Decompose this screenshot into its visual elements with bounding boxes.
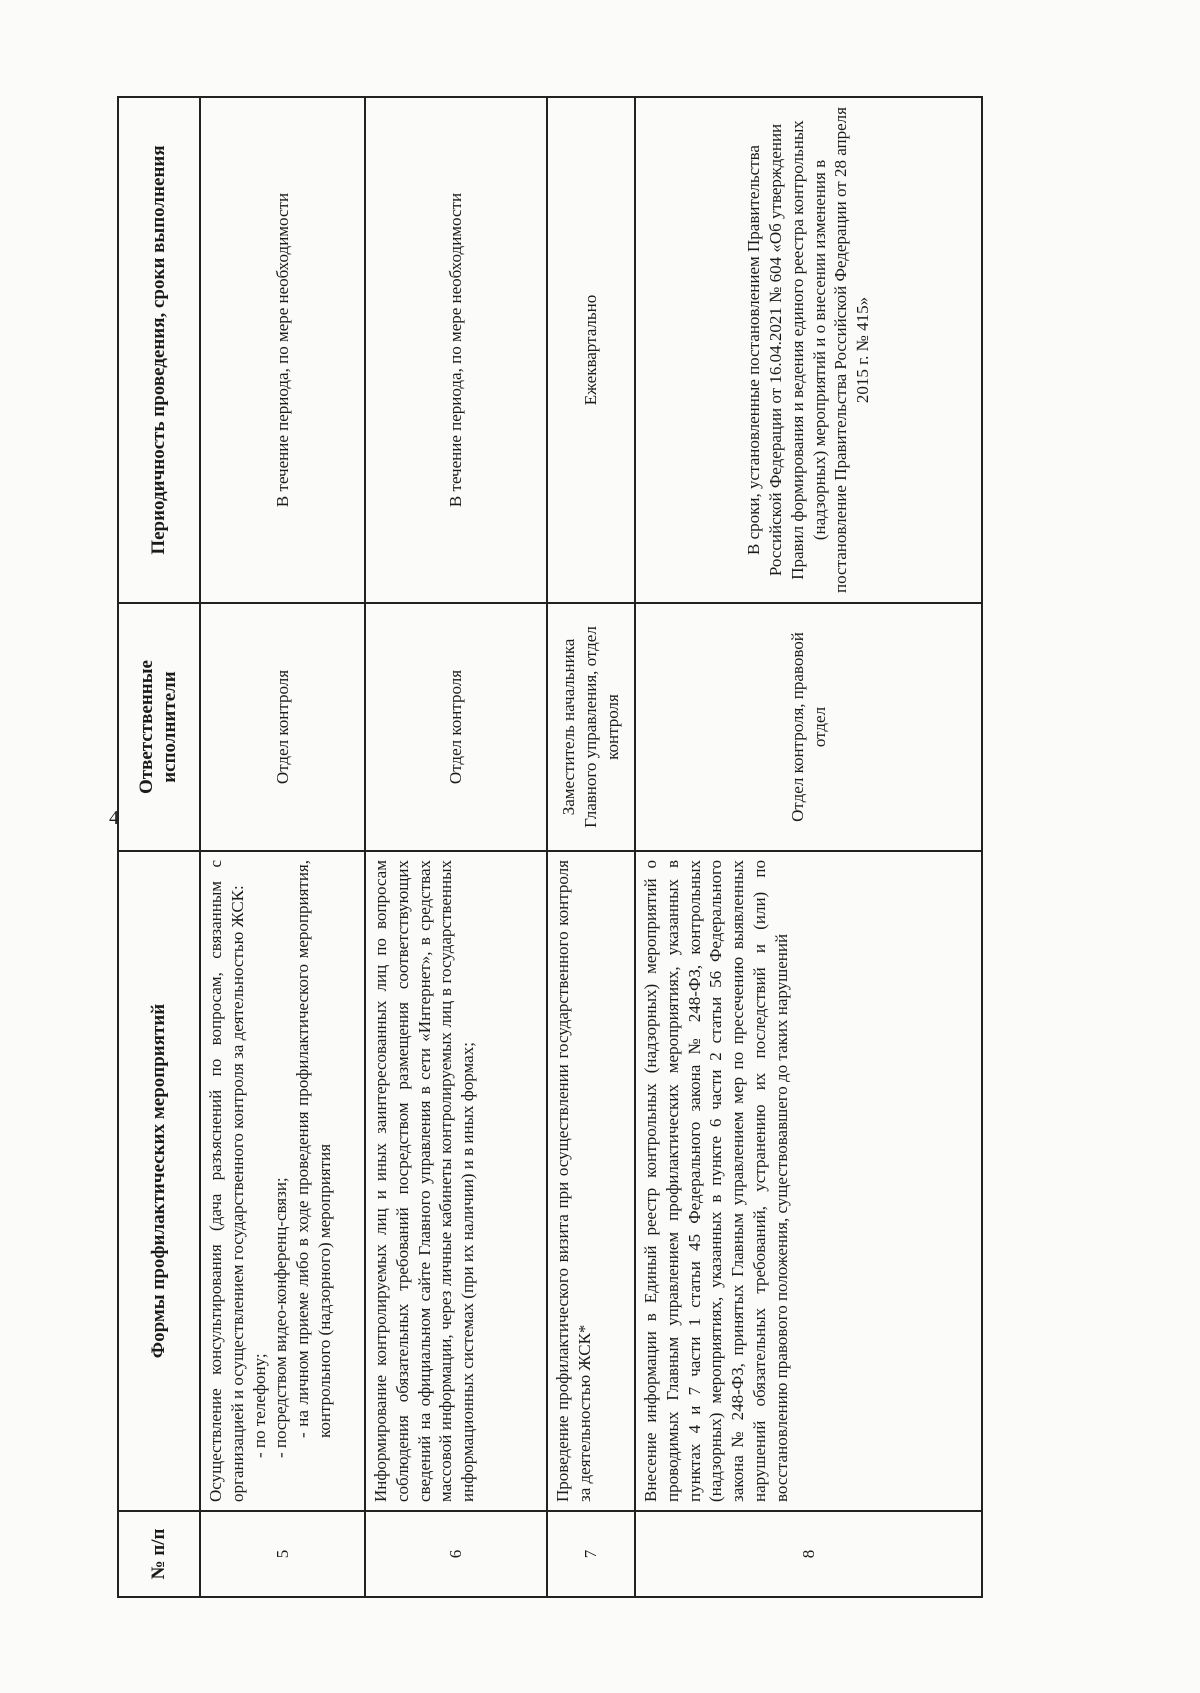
table-header-row [118,97,200,1597]
row-responsible: Заместитель начальника Главного управления, отдел контроля [547,603,635,851]
table-row [635,97,982,1597]
row-form [200,851,365,1511]
row-form: Информирование контролируемых лиц и иных заинтересованных лиц по вопросам соблюдения обязательных требований посредством размещения соответствующих сведений на официальном сайте Главного управления в сети «Интернет», в средствах массовой информации, через личные кабинеты контролируемых лиц в государственных информационных системах (при их наличии) и в иных формах; [365,851,547,1511]
header-responsible: Ответственные исполнители [118,603,200,851]
row-form-item: - посредством видео-конференц-связи; [271,1177,291,1458]
prevention-measures-table [117,96,983,1598]
row-number: 6 [365,1511,547,1597]
row-responsible: Отдел контроля [200,603,365,851]
row-number: 5 [200,1511,365,1597]
row-form: Внесение информации в Единый реестр контрольных (надзорных) мероприятий о проводимых Главным управлением профилактических мероприятиях, указанных в пунктах 4 и 7 части 1 статьи 45 Федерального закона № 248-ФЗ, контрольных (надзорных) мероприятиях, указанных в пункте 6 части 2 статьи 56 Федерального закона № 248-ФЗ, принятых Главным управлением мер по пресечению выявленных нарушений обязательных требований, устранению их последствий и (или) по восстановлению правового положения, существовавшего до таких нарушений [635,851,982,1511]
rotated-table-container [117,98,983,1598]
row-responsible: Отдел контроля [365,603,547,851]
row-form-item: - по телефону; [249,1353,269,1458]
row-form-intro: Осуществление консультирования (дача разъяснений по вопросам, связанным с организацией и осуществлением государственного контроля за деятельностью ЖСК: [206,860,247,1502]
header-num: № п/п [118,1511,200,1597]
row-periodicity: Ежеквартально [547,97,635,603]
row-form-item: - на личном приеме либо в ходе проведения профилактического мероприятия, контрольного (надзорного) мероприятия [293,860,334,1438]
table-row [200,97,365,1597]
row-periodicity: В сроки, установленные постановлением Правительства Российской Федерации от 16.04.2021 № 604 «Об утверждении Правил формирования и ведения единого реестра контрольных (надзорных) мероприятий и о внесении изменения в постановление Правительства Российской Федерации от 28 апреля 2015 г. № 415» [635,97,982,603]
page-number: 4 [109,807,119,829]
header-periodicity: Периодичность проведения, сроки выполнения [118,97,200,603]
row-periodicity: В течение периода, по мере необходимости [365,97,547,603]
row-number: 7 [547,1511,635,1597]
row-periodicity: В течение периода, по мере необходимости [200,97,365,603]
row-number: 8 [635,1511,982,1597]
row-form: Проведение профилактического визита при осуществлении государственного контроля за деятельностью ЖСК* [547,851,635,1511]
header-forms: Формы профилактических мероприятий [118,851,200,1511]
table-row [365,97,547,1597]
table-row [547,97,635,1597]
row-responsible: Отдел контроля, правовой отдел [635,603,982,851]
